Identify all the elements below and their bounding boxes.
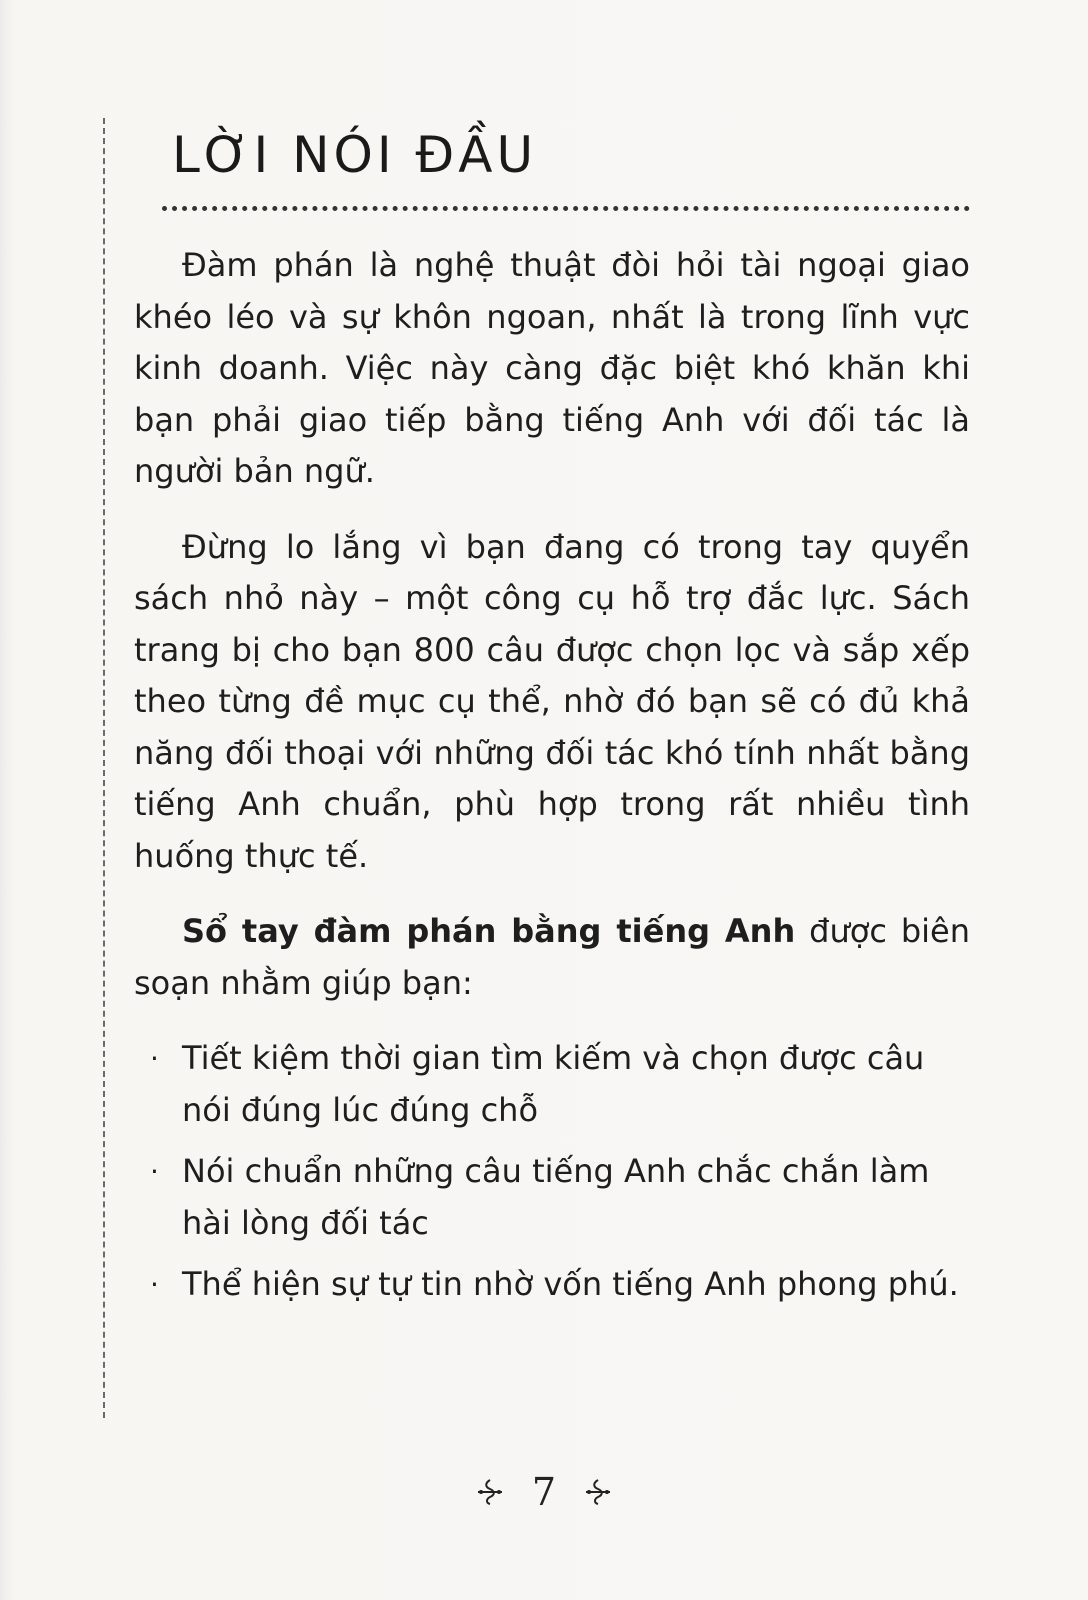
benefit-list — [134, 1033, 970, 1311]
page-footer — [0, 1470, 1088, 1514]
list-item-text: Tiết kiệm thời gian tìm kiếm và chọn được câu nói đúng lúc đúng chỗ — [182, 1039, 925, 1129]
bullet-dot: · — [150, 1155, 159, 1188]
page-number: 7 — [531, 1470, 557, 1514]
book-title-emphasis: Sổ tay đàm phán bằng tiếng Anh — [182, 912, 796, 950]
list-item — [134, 1146, 970, 1249]
paragraph-2: Đừng lo lắng vì bạn đang có trong tay quyển sách nhỏ này – một công cụ hỗ trợ đắc lực. Sách trang bị cho bạn 800 câu được chọn lọc và sắp xếp theo từng đề mục cụ thể, nhờ đó bạn sẽ có đủ khả năng đối thoại với những đối tác khó tính nhất bằng tiếng Anh chuẩn, phù hợp trong rất nhiều tình huống thực tế. — [134, 527, 970, 875]
scroll-flourish-icon — [583, 1477, 613, 1507]
paragraph-3 — [134, 906, 970, 1009]
bullet-dot: · — [150, 1042, 159, 1075]
list-item — [134, 1033, 970, 1136]
bullet-dot: · — [150, 1268, 159, 1301]
paragraph-1: Đàm phán là nghệ thuật đòi hỏi tài ngoại giao khéo léo và sự khôn ngoan, nhất là trong lĩnh vực kinh doanh. Việc này càng đặc biệt khó khăn khi bạn phải giao tiếp bằng tiếng Anh với đối tác là người bản ngữ. — [134, 246, 970, 490]
paragraph-3-rest: được biên soạn nhằm giúp bạn: — [134, 912, 970, 1002]
list-item — [134, 1259, 970, 1311]
list-item-text: Thể hiện sự tự tin nhờ vốn tiếng Anh phong phú. — [182, 1265, 959, 1303]
page-title: LỜI NÓI ĐẦU — [172, 126, 538, 184]
body-text — [134, 240, 970, 1321]
list-item-text: Nói chuẩn những câu tiếng Anh chắc chắn làm hài lòng đối tác — [182, 1152, 930, 1242]
dashed-margin-rule — [103, 118, 105, 1418]
scroll-flourish-icon — [475, 1477, 505, 1507]
title-dotted-divider — [162, 206, 970, 211]
